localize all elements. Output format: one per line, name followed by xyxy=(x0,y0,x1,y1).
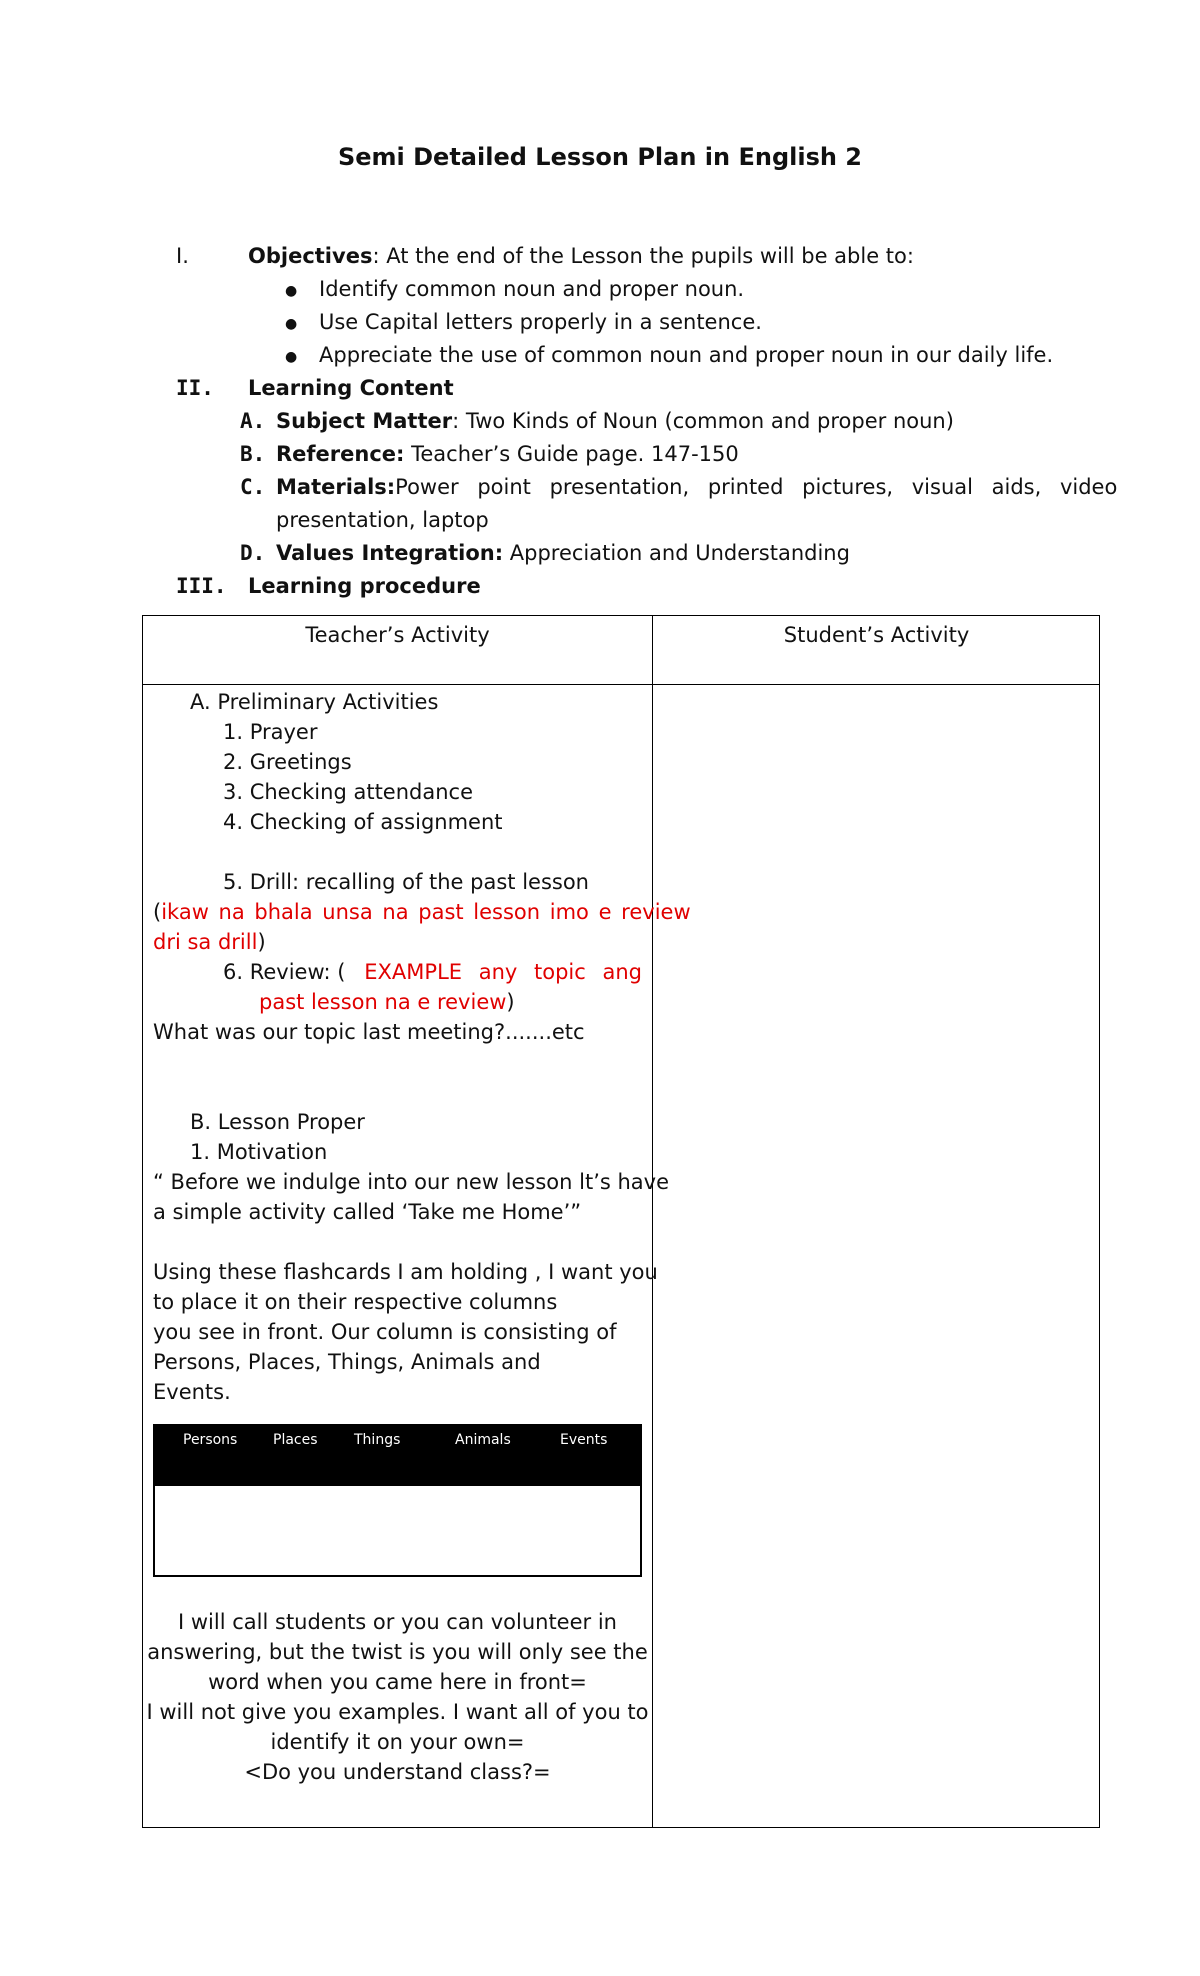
section-2-number: II. xyxy=(176,376,214,400)
materials-label: Materials: xyxy=(276,475,396,499)
column-header: Events xyxy=(560,1432,608,1448)
learning-content-heading: Learning Content xyxy=(248,376,454,400)
objectives-label: Objectives xyxy=(248,244,373,268)
paren: ) xyxy=(257,930,266,954)
table-divider xyxy=(652,616,653,1827)
item-letter: A. xyxy=(240,409,266,433)
motivation-quote: a simple activity called ‘Take me Home’” xyxy=(153,1200,582,1224)
paren: ) xyxy=(506,990,515,1014)
drill-note-red: dri sa drill xyxy=(153,930,258,954)
lesson-proper-heading: B. Lesson Proper xyxy=(190,1110,365,1134)
bullet-icon: ● xyxy=(285,283,298,299)
list-item: 1. Prayer xyxy=(223,720,318,744)
closing-text: I will not give you examples. I want all of you to xyxy=(146,1700,649,1724)
list-item: 2. Greetings xyxy=(223,750,352,774)
drill-note-red: ikaw na bhala unsa na past lesson imo e review xyxy=(161,900,691,924)
paren: ( xyxy=(153,900,162,924)
subject-matter-line xyxy=(276,409,954,433)
reference-text: Teacher’s Guide page. 147-150 xyxy=(404,442,739,466)
list-item: 4. Checking of assignment xyxy=(223,810,503,834)
closing-text: identify it on your own= xyxy=(270,1730,525,1754)
student-activity-header: Student’s Activity xyxy=(783,623,970,647)
motivation-quote: “ Before we indulge into our new lesson lt’s have xyxy=(153,1170,670,1194)
reference-label: Reference: xyxy=(276,442,405,466)
item-letter: B. xyxy=(240,442,266,466)
flashcards-text: to place it on their respective columns xyxy=(153,1290,558,1314)
closing-text: word when you came here in front= xyxy=(208,1670,587,1694)
values-integration-line xyxy=(276,541,850,565)
flashcards-text: Events. xyxy=(153,1380,231,1404)
values-integration-label: Values Integration: xyxy=(276,541,504,565)
materials-text: Power point presentation, printed pictures, visual aids, video xyxy=(395,475,1118,499)
section-3-number: III. xyxy=(176,574,227,598)
subject-matter-text: : Two Kinds of Noun (common and proper noun) xyxy=(452,409,954,433)
teacher-activity-header: Teacher’s Activity xyxy=(305,623,490,647)
column-header: Places xyxy=(273,1432,318,1448)
preliminary-activities-heading: A. Preliminary Activities xyxy=(190,690,439,714)
review-note-red: past lesson na e review xyxy=(259,990,507,1014)
activity-table xyxy=(142,615,1100,1828)
materials-line xyxy=(276,475,1118,499)
bullet-icon: ● xyxy=(285,349,298,365)
materials-text-continued: presentation, laptop xyxy=(276,508,489,532)
flashcard-columns-table xyxy=(153,1424,642,1577)
motivation-item: 1. Motivation xyxy=(190,1140,328,1164)
objective-bullet: Identify common noun and proper noun. xyxy=(319,277,745,301)
column-header: Things xyxy=(354,1432,401,1448)
values-integration-text: Appreciation and Understanding xyxy=(503,541,850,565)
item-letter: C. xyxy=(240,475,266,499)
subject-matter-label: Subject Matter xyxy=(276,409,453,433)
drill-note-continued xyxy=(153,930,266,954)
drill-item: 5. Drill: recalling of the past lesson xyxy=(223,870,589,894)
closing-text: <Do you understand class?= xyxy=(244,1760,551,1784)
objectives-text: : At the end of the Lesson the pupils will be able to: xyxy=(372,244,914,268)
column-header: Animals xyxy=(455,1432,511,1448)
flashcards-text: you see in front. Our column is consisting of xyxy=(153,1320,617,1344)
review-note-red: EXAMPLE any topic ang xyxy=(364,960,642,984)
columns-empty-row xyxy=(155,1486,640,1575)
column-header: Persons xyxy=(183,1432,238,1448)
list-item: 3. Checking attendance xyxy=(223,780,474,804)
objectives-line xyxy=(248,244,914,268)
review-label: 6. Review: ( xyxy=(223,960,346,984)
flashcards-text: Persons, Places, Things, Animals and xyxy=(153,1350,541,1374)
table-divider xyxy=(143,684,1099,685)
closing-text: I will call students or you can volunteer in xyxy=(178,1610,617,1634)
section-1-number: I. xyxy=(176,244,189,268)
flashcards-text: Using these flashcards I am holding , I want you xyxy=(153,1260,658,1284)
bullet-icon: ● xyxy=(285,316,298,332)
learning-procedure-heading: Learning procedure xyxy=(248,574,481,598)
objective-bullet: Use Capital letters properly in a sentence. xyxy=(319,310,762,334)
review-item xyxy=(223,960,642,984)
drill-note xyxy=(153,900,691,924)
review-question: What was our topic last meeting?.......etc xyxy=(153,1020,585,1044)
page-title: Semi Detailed Lesson Plan in English 2 xyxy=(337,143,862,171)
review-item-continued xyxy=(259,990,515,1014)
objective-bullet: Appreciate the use of common noun and proper noun in our daily life. xyxy=(319,343,1054,367)
reference-line xyxy=(276,442,739,466)
item-letter: D. xyxy=(240,541,266,565)
columns-header-row xyxy=(155,1426,640,1486)
closing-text: answering, but the twist is you will only see the xyxy=(147,1640,648,1664)
